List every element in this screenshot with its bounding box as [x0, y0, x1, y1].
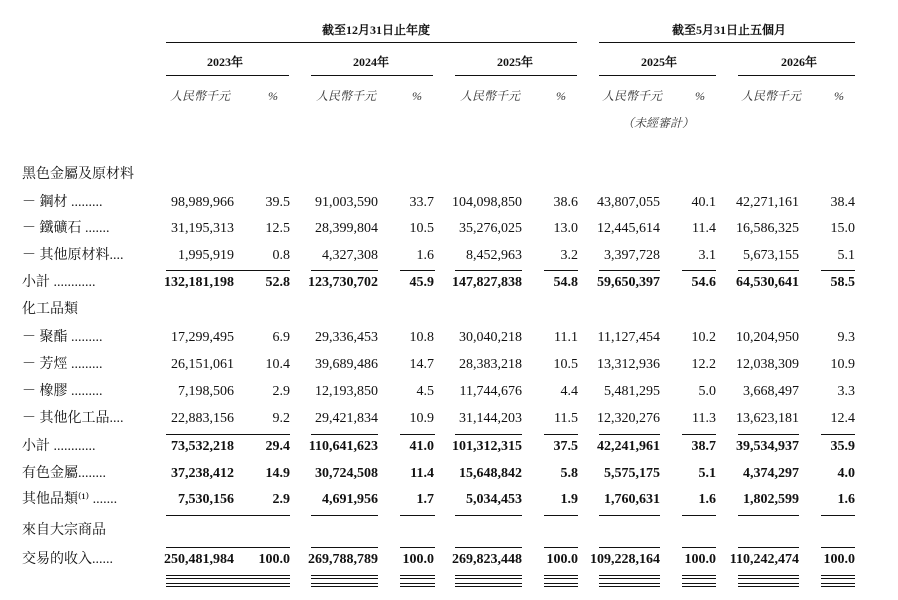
- row-label: － 其他原材料....: [22, 248, 124, 263]
- amount-cell: 12,193,850: [315, 384, 378, 399]
- header-group-fiscal-year: 截至12月31日止年度: [322, 23, 431, 37]
- amount-cell: 28,383,218: [459, 357, 522, 372]
- amount-cell: 31,195,313: [171, 221, 234, 236]
- amount-cell: 110,242,474: [729, 552, 799, 567]
- subtotal-rule: [311, 434, 378, 435]
- percent-cell: 100.0: [546, 552, 578, 567]
- percent-cell: 39.5: [265, 195, 290, 210]
- subtotal-rule: [544, 515, 578, 516]
- amount-cell: 12,445,614: [597, 221, 660, 236]
- percent-cell: 5.1: [837, 248, 855, 263]
- total-double-rule: [599, 575, 660, 579]
- section-label: 黑色金屬及原材料: [22, 167, 134, 182]
- percent-cell: 54.6: [691, 275, 716, 290]
- amount-cell: 250,481,984: [164, 552, 234, 567]
- percent-cell: 1.6: [837, 492, 855, 507]
- percent-cell: 13.0: [553, 221, 578, 236]
- subtotal-rule: [255, 434, 290, 435]
- amount-cell: 269,823,448: [452, 552, 522, 567]
- percent-cell: 100.0: [823, 552, 855, 567]
- percent-cell: 35.9: [830, 439, 855, 454]
- percent-cell: 10.9: [409, 411, 434, 426]
- total-double-rule: [544, 575, 578, 579]
- subtotal-rule: [599, 547, 660, 548]
- amount-cell: 3,397,728: [604, 248, 660, 263]
- percent-cell: 41.0: [409, 439, 434, 454]
- amount-cell: 4,691,956: [322, 492, 378, 507]
- unit-rmb-2025-5m: 人民幣千元: [602, 89, 663, 103]
- amount-cell: 3,668,497: [743, 384, 799, 399]
- subtotal-rule: [400, 434, 435, 435]
- amount-cell: 147,827,838: [452, 275, 522, 290]
- subtotal-rule: [255, 547, 290, 548]
- percent-cell: 100.0: [402, 552, 434, 567]
- year-rule-2026-5m: [738, 75, 855, 76]
- header-group-rule-5m: [599, 42, 855, 43]
- subtotal-rule: [821, 270, 855, 271]
- percent-cell: 6.9: [272, 330, 290, 345]
- amount-cell: 12,320,276: [597, 411, 660, 426]
- header-group-five-months: 截至5月31日止五個月: [672, 23, 787, 37]
- section-label: 來自大宗商品: [22, 523, 106, 538]
- percent-cell: 15.0: [830, 221, 855, 236]
- section-label: 化工品類: [22, 302, 78, 317]
- subtotal-label: 小計 ............: [22, 439, 96, 454]
- amount-cell: 132,181,198: [164, 275, 234, 290]
- amount-cell: 13,312,936: [597, 357, 660, 372]
- amount-cell: 4,374,297: [743, 466, 799, 481]
- percent-cell: 2.9: [272, 384, 290, 399]
- percent-cell: 3.1: [698, 248, 716, 263]
- amount-cell: 22,883,156: [171, 411, 234, 426]
- subtotal-rule: [544, 270, 578, 271]
- amount-cell: 39,689,486: [315, 357, 378, 372]
- subtotal-rule: [255, 270, 290, 271]
- year-rule-2025-5m: [599, 75, 716, 76]
- subtotal-rule: [455, 434, 522, 435]
- amount-cell: 59,650,397: [597, 275, 660, 290]
- percent-cell: 3.2: [560, 248, 578, 263]
- unit-pct-2024: %: [412, 89, 422, 103]
- percent-cell: 11.5: [554, 411, 578, 426]
- year-header-2025-5m: 2025年: [641, 55, 678, 69]
- unit-rmb-2023: 人民幣千元: [170, 89, 231, 103]
- subtotal-rule: [455, 270, 522, 271]
- percent-cell: 11.1: [554, 330, 578, 345]
- total-double-rule: [311, 575, 378, 579]
- amount-cell: 4,327,308: [322, 248, 378, 263]
- amount-cell: 5,034,453: [466, 492, 522, 507]
- unit-rmb-2026-5m: 人民幣千元: [741, 89, 802, 103]
- year-header-2025: 2025年: [497, 55, 534, 69]
- subtotal-label: 小計 ............: [22, 275, 96, 290]
- subtotal-rule: [738, 547, 799, 548]
- subtotal-rule: [400, 547, 435, 548]
- amount-cell: 13,623,181: [736, 411, 799, 426]
- row-label: － 其他化工品....: [22, 411, 124, 426]
- total-double-rule: [738, 583, 799, 587]
- percent-cell: 10.5: [409, 221, 434, 236]
- amount-cell: 11,744,676: [459, 384, 522, 399]
- percent-cell: 11.4: [410, 466, 434, 481]
- percent-cell: 9.3: [837, 330, 855, 345]
- amount-cell: 1,995,919: [178, 248, 234, 263]
- subtotal-rule: [455, 547, 522, 548]
- percent-cell: 1.7: [416, 492, 434, 507]
- total-double-rule: [544, 583, 578, 587]
- amount-cell: 37,238,412: [171, 466, 234, 481]
- percent-cell: 10.4: [265, 357, 290, 372]
- total-double-rule: [311, 583, 378, 587]
- amount-cell: 123,730,702: [308, 275, 378, 290]
- row-label: － 鐵礦石 .......: [22, 221, 110, 236]
- unit-rmb-2025: 人民幣千元: [460, 89, 521, 103]
- unit-pct-2025-5m: %: [695, 89, 705, 103]
- amount-cell: 7,198,506: [178, 384, 234, 399]
- percent-cell: 38.4: [830, 195, 855, 210]
- subtotal-rule: [311, 547, 378, 548]
- amount-cell: 30,724,508: [315, 466, 378, 481]
- percent-cell: 1.6: [416, 248, 434, 263]
- amount-cell: 12,038,309: [736, 357, 799, 372]
- subtotal-rule: [544, 547, 578, 548]
- subtotal-rule: [455, 515, 522, 516]
- total-double-rule: [599, 583, 660, 587]
- percent-cell: 10.2: [691, 330, 716, 345]
- amount-cell: 91,003,590: [315, 195, 378, 210]
- percent-cell: 54.8: [553, 275, 578, 290]
- amount-cell: 5,481,295: [604, 384, 660, 399]
- percent-cell: 0.8: [272, 248, 290, 263]
- subtotal-rule: [599, 270, 660, 271]
- percent-cell: 12.5: [265, 221, 290, 236]
- amount-cell: 15,648,842: [459, 466, 522, 481]
- total-label: 交易的收入......: [22, 552, 113, 567]
- subtotal-rule: [599, 434, 660, 435]
- year-rule-2025: [455, 75, 577, 76]
- percent-cell: 14.7: [409, 357, 434, 372]
- percent-cell: 45.9: [409, 275, 434, 290]
- amount-cell: 17,299,495: [171, 330, 234, 345]
- subtotal-rule: [599, 515, 660, 516]
- amount-cell: 1,802,599: [743, 492, 799, 507]
- percent-cell: 9.2: [272, 411, 290, 426]
- year-header-2024: 2024年: [353, 55, 390, 69]
- percent-cell: 33.7: [409, 195, 434, 210]
- subtotal-rule: [682, 270, 716, 271]
- unit-pct-2025: %: [556, 89, 566, 103]
- amount-cell: 31,144,203: [459, 411, 522, 426]
- percent-cell: 2.9: [272, 492, 290, 507]
- percent-cell: 14.9: [265, 466, 290, 481]
- percent-cell: 10.8: [409, 330, 434, 345]
- percent-cell: 5.1: [698, 466, 716, 481]
- subtotal-rule: [738, 270, 799, 271]
- amount-cell: 64,530,641: [736, 275, 799, 290]
- amount-cell: 16,586,325: [736, 221, 799, 236]
- total-double-rule: [255, 583, 290, 587]
- percent-cell: 5.8: [560, 466, 578, 481]
- amount-cell: 28,399,804: [315, 221, 378, 236]
- year-header-2023: 2023年: [207, 55, 244, 69]
- amount-cell: 39,534,937: [736, 439, 799, 454]
- percent-cell: 100.0: [258, 552, 290, 567]
- amount-cell: 109,228,164: [590, 552, 660, 567]
- percent-cell: 29.4: [265, 439, 290, 454]
- percent-cell: 100.0: [684, 552, 716, 567]
- unit-rmb-2024: 人民幣千元: [316, 89, 377, 103]
- percent-cell: 58.5: [830, 275, 855, 290]
- amount-cell: 269,788,789: [308, 552, 378, 567]
- amount-cell: 104,098,850: [452, 195, 522, 210]
- row-label: － 聚酯 .........: [22, 330, 103, 345]
- percent-cell: 10.9: [830, 357, 855, 372]
- year-header-2026-5m: 2026年: [781, 55, 818, 69]
- percent-cell: 10.5: [553, 357, 578, 372]
- percent-cell: 11.3: [692, 411, 716, 426]
- subtotal-rule: [738, 434, 799, 435]
- total-double-rule: [821, 575, 855, 579]
- subtotal-rule: [400, 515, 435, 516]
- amount-cell: 98,989,966: [171, 195, 234, 210]
- percent-cell: 11.4: [692, 221, 716, 236]
- amount-cell: 8,452,963: [466, 248, 522, 263]
- subtotal-rule: [682, 515, 716, 516]
- unit-pct-2023: %: [268, 89, 278, 103]
- percent-cell: 12.2: [691, 357, 716, 372]
- total-double-rule: [400, 575, 435, 579]
- amount-cell: 7,530,156: [178, 492, 234, 507]
- subtotal-rule: [400, 270, 435, 271]
- percent-cell: 12.4: [830, 411, 855, 426]
- amount-cell: 29,421,834: [315, 411, 378, 426]
- amount-cell: 11,127,454: [597, 330, 660, 345]
- percent-cell: 38.7: [691, 439, 716, 454]
- subtotal-label: 其他品類⁽¹⁾ .......: [22, 492, 118, 507]
- amount-cell: 42,241,961: [597, 439, 660, 454]
- amount-cell: 5,575,175: [604, 466, 660, 481]
- subtotal-rule: [255, 515, 290, 516]
- total-double-rule: [738, 575, 799, 579]
- header-group-rule-fy: [166, 42, 577, 43]
- row-label: － 橡膠 .........: [22, 384, 103, 399]
- amount-cell: 73,532,218: [171, 439, 234, 454]
- percent-cell: 1.6: [698, 492, 716, 507]
- percent-cell: 4.5: [416, 384, 434, 399]
- row-label: － 芳烴 .........: [22, 357, 103, 372]
- percent-cell: 38.6: [553, 195, 578, 210]
- percent-cell: 37.5: [553, 439, 578, 454]
- percent-cell: 40.1: [691, 195, 716, 210]
- subtotal-rule: [682, 547, 716, 548]
- total-double-rule: [400, 583, 435, 587]
- amount-cell: 30,040,218: [459, 330, 522, 345]
- percent-cell: 4.0: [837, 466, 855, 481]
- total-double-rule: [682, 583, 716, 587]
- total-double-rule: [455, 575, 522, 579]
- year-rule-2023: [166, 75, 289, 76]
- amount-cell: 5,673,155: [743, 248, 799, 263]
- amount-cell: 43,807,055: [597, 195, 660, 210]
- amount-cell: 10,204,950: [736, 330, 799, 345]
- amount-cell: 26,151,061: [171, 357, 234, 372]
- year-rule-2024: [311, 75, 433, 76]
- subtotal-label: 有色金屬........: [22, 466, 106, 481]
- subtotal-rule: [821, 547, 855, 548]
- percent-cell: 1.9: [560, 492, 578, 507]
- total-double-rule: [455, 583, 522, 587]
- percent-cell: 3.3: [837, 384, 855, 399]
- total-double-rule: [255, 575, 290, 579]
- percent-cell: 52.8: [265, 275, 290, 290]
- subtotal-rule: [311, 270, 378, 271]
- subtotal-rule: [682, 434, 716, 435]
- subtotal-rule: [311, 515, 378, 516]
- percent-cell: 4.4: [560, 384, 578, 399]
- unit-pct-2026-5m: %: [834, 89, 844, 103]
- amount-cell: 29,336,453: [315, 330, 378, 345]
- subtotal-rule: [821, 434, 855, 435]
- percent-cell: 5.0: [698, 384, 716, 399]
- unaudited-note: （未經審計）: [622, 116, 695, 130]
- amount-cell: 1,760,631: [604, 492, 660, 507]
- amount-cell: 35,276,025: [459, 221, 522, 236]
- amount-cell: 42,271,161: [736, 195, 799, 210]
- total-double-rule: [682, 575, 716, 579]
- subtotal-rule: [738, 515, 799, 516]
- total-double-rule: [821, 583, 855, 587]
- row-label: － 鋼材 .........: [22, 195, 103, 210]
- subtotal-rule: [821, 515, 855, 516]
- amount-cell: 110,641,623: [308, 439, 378, 454]
- amount-cell: 101,312,315: [452, 439, 522, 454]
- subtotal-rule: [544, 434, 578, 435]
